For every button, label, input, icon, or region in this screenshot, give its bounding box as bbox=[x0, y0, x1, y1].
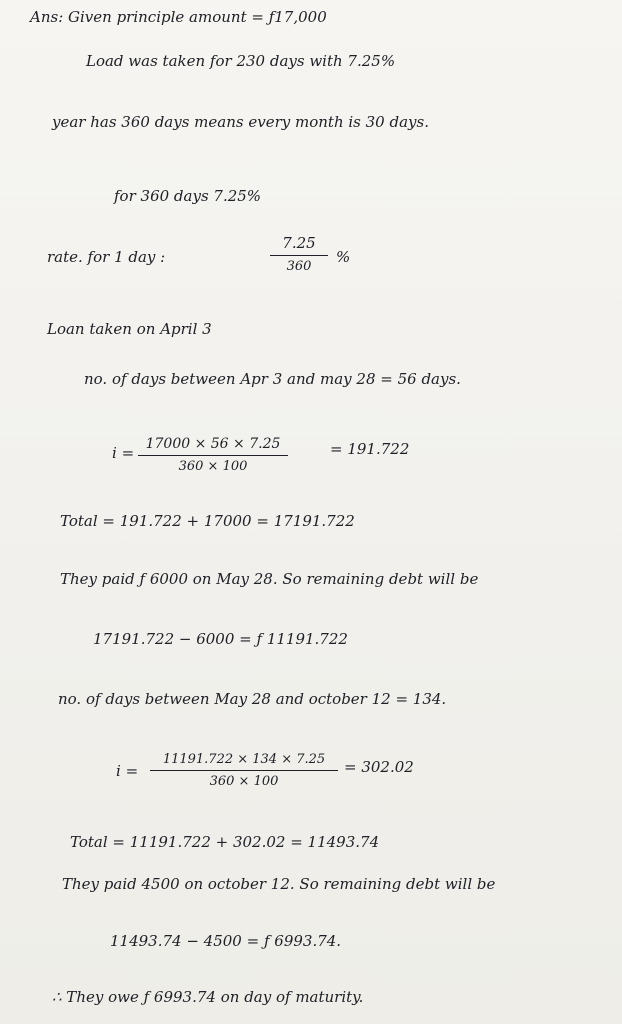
remaining-2-line: 11493.74 − 4500 = ƒ 6993.74. bbox=[110, 932, 342, 950]
daily-rate-fraction bbox=[270, 234, 328, 274]
loan-date-line: Loan taken on April 3 bbox=[47, 320, 212, 338]
daily-rate-numerator: 7.25 bbox=[282, 234, 316, 252]
interest-1-fraction bbox=[138, 436, 288, 474]
interest-1-result: = 191.722 bbox=[330, 440, 410, 458]
interest-2-denominator: 360 × 100 bbox=[209, 774, 279, 789]
fraction-bar bbox=[138, 455, 288, 456]
days-between-may-oct-line: no. of days between May 28 and october 12 = 134. bbox=[58, 690, 447, 708]
percent-sign: % bbox=[336, 248, 351, 266]
remaining-1-line: 17191.722 − 6000 = ƒ 11191.722 bbox=[93, 630, 348, 648]
year-days-line: year has 360 days means every month is 30 days. bbox=[52, 113, 429, 131]
interest-2-fraction bbox=[150, 752, 338, 789]
fraction-bar bbox=[270, 255, 328, 256]
conclusion-line: ∴ They owe ƒ 6993.74 on day of maturity. bbox=[52, 988, 364, 1006]
daily-rate-denominator: 360 bbox=[286, 259, 312, 274]
interest-2-label: i = bbox=[116, 762, 139, 780]
interest-1-numerator: 17000 × 56 × 7.25 bbox=[145, 436, 281, 452]
interest-2-numerator: 11191.722 × 134 × 7.25 bbox=[162, 752, 326, 767]
daily-rate-label: rate. for 1 day : bbox=[47, 248, 166, 266]
interest-1-denominator: 360 × 100 bbox=[178, 459, 248, 474]
payment-1-line: They paid ƒ 6000 on May 28. So remaining debt will be bbox=[60, 570, 479, 588]
payment-2-line: They paid 4500 on october 12. So remaining debt will be bbox=[62, 875, 496, 893]
interest-1-label: i = bbox=[112, 444, 135, 462]
given-principal-line: Ans: Given principle amount = ƒ17,000 bbox=[30, 8, 327, 26]
total-1-line: Total = 191.722 + 17000 = 17191.722 bbox=[60, 512, 355, 530]
days-between-apr-may-line: no. of days between Apr 3 and may 28 = 56 days. bbox=[84, 370, 461, 388]
interest-2-result: = 302.02 bbox=[344, 758, 414, 776]
fraction-bar bbox=[150, 770, 338, 771]
loan-term-line: Load was taken for 230 days with 7.25% bbox=[86, 52, 396, 70]
total-2-line: Total = 11191.722 + 302.02 = 11493.74 bbox=[70, 833, 380, 851]
annual-rate-line: for 360 days 7.25% bbox=[114, 187, 262, 205]
